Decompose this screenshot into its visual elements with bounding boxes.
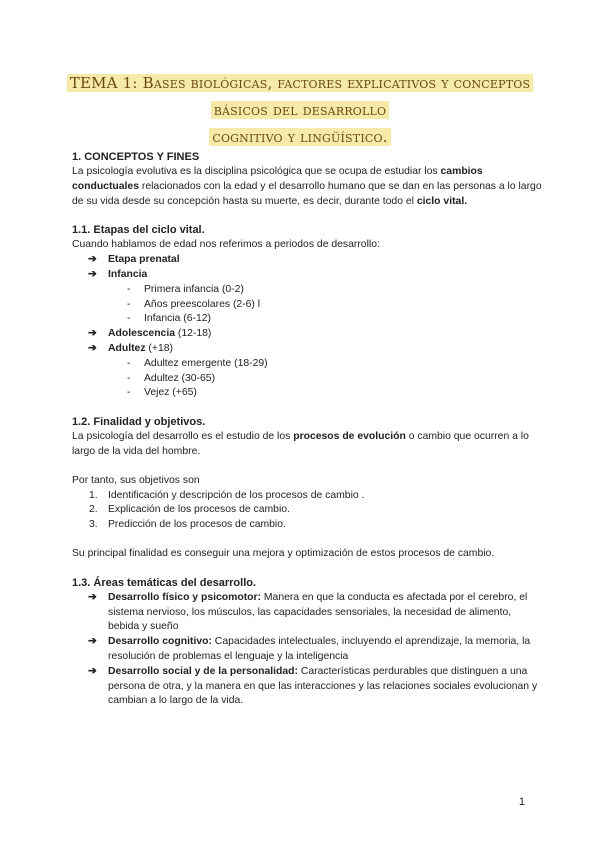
list-item: [72, 591, 542, 635]
objectives-intro: Por tanto, sus objetivos son: [72, 474, 200, 486]
area-description: Manera en que la conducta es afectada por el cerebro, el sistema nervioso, los músculos, las capacidades sensoriales, la necesidad de alimento, bebida y sueño: [108, 591, 528, 633]
list-item: [72, 489, 542, 504]
page-number: 1: [518, 796, 525, 808]
dash-icon: -: [127, 283, 131, 295]
objective-text: Identificación y descripción de los procesos de cambio .: [108, 489, 365, 501]
section-1-1-heading: 1.1. Etapas del ciclo vital.: [72, 224, 205, 237]
dash-icon: -: [127, 372, 131, 384]
stage-label: Etapa prenatal: [108, 254, 180, 266]
arrow-icon: ➔: [88, 665, 97, 677]
list-item: [72, 518, 542, 533]
bold-term: procesos de evolución: [293, 431, 406, 443]
list-item: [72, 503, 542, 518]
area-description: Capacidades intelectuales, incluyendo el aprendizaje, la memoria, la resolución de problemas el lenguaje y la inteligencia: [108, 636, 531, 662]
substage-label: Vejez (+65): [144, 387, 197, 399]
objective-text: Explicación de los procesos de cambio.: [108, 504, 290, 516]
text-run: La psicología del desarrollo es el estudio de los: [72, 431, 294, 443]
list-number: 1.: [89, 489, 98, 501]
substage-label: Adultez emergente (18-29): [144, 357, 268, 369]
section-1-heading: 1. CONCEPTOS Y FINES: [72, 151, 200, 163]
dash-icon: -: [127, 357, 131, 369]
stage-label: Adultez: [108, 342, 146, 354]
area-term: Desarrollo cognitivo:: [108, 636, 212, 648]
text-run: o cambio que ocurren a lo largo de la vida del hombre.: [72, 431, 529, 457]
list-item: [72, 298, 542, 313]
list-item: [72, 372, 542, 387]
list-item: [72, 312, 542, 327]
arrow-icon: ➔: [88, 254, 97, 266]
section-1-3-heading: 1.3. Áreas temáticas del desarrollo.: [72, 576, 257, 589]
areas-list: [72, 591, 542, 709]
list-item: [72, 253, 542, 268]
list-number: 3.: [89, 519, 98, 531]
dash-icon: -: [127, 313, 131, 325]
list-item: [72, 327, 542, 342]
section-1-paragraph: [72, 165, 542, 209]
main-purpose-paragraph: Su principal finalidad es conseguir una mejora y optimización de estos procesos de cambio.: [72, 547, 495, 559]
list-item: [72, 665, 542, 709]
substage-label: Infancia (6-12): [144, 313, 211, 325]
objectives-list: [72, 489, 542, 533]
list-item: [72, 283, 542, 298]
document-title: [60, 70, 540, 151]
area-term: Desarrollo social y de la personalidad:: [108, 665, 298, 677]
bold-term: ciclo vital.: [416, 195, 468, 207]
list-item: [72, 268, 542, 283]
arrow-icon: ➔: [88, 342, 97, 354]
stage-age: (+18): [145, 342, 173, 354]
dash-icon: -: [127, 298, 131, 310]
section-1-1-intro: Cuando hablamos de edad nos referimos a periodos de desarrollo:: [72, 239, 380, 251]
bold-term: cambios conductuales: [72, 166, 483, 192]
stage-age: (12-18): [175, 328, 212, 340]
objective-text: Predicción de los procesos de cambio.: [108, 519, 286, 531]
list-item: [72, 386, 542, 401]
substage-label: Primera infancia (0-2): [144, 283, 244, 295]
substage-label: Adultez (30-65): [144, 372, 216, 384]
area-term: Desarrollo físico y psicomotor:: [108, 591, 262, 603]
stages-list: [72, 253, 542, 401]
area-description: Características perdurables que distinguen a una persona de otra, y la manera en que las interacciones y las relaciones sociales evolucionan y cambian a lo largo de la vida.: [108, 665, 538, 707]
arrow-icon: ➔: [88, 268, 97, 280]
list-item: [72, 357, 542, 372]
dash-icon: -: [127, 387, 131, 399]
substage-label: Años preescolares (2-6) l: [144, 298, 261, 310]
document-body: [72, 150, 542, 709]
section-1-2-heading: 1.2. Finalidad y objetivos.: [72, 416, 206, 429]
section-1-2-paragraph: [72, 430, 542, 460]
stage-label: Infancia: [108, 268, 148, 280]
stage-label: Adolescencia: [108, 328, 175, 340]
title-line-2: cognitivo y lingüístico.: [209, 128, 390, 146]
list-item: [72, 342, 542, 357]
arrow-icon: ➔: [88, 328, 97, 340]
text-run: La psicología evolutiva es la disciplina psicológica que se ocupa de estudiar los: [72, 166, 441, 177]
arrow-icon: ➔: [88, 636, 97, 648]
arrow-icon: ➔: [88, 591, 97, 603]
list-number: 2.: [89, 504, 98, 516]
text-run: relacionados con la edad y el desarrollo humano que se dan en las personas a lo largo de su vida desde su concepción hasta su muerte, es decir, durante todo el: [72, 180, 542, 207]
list-item: [72, 635, 542, 665]
title-line-1: TEMA 1: Bases biológicas, factores explicativos y conceptos básicos del desarrollo: [67, 74, 534, 119]
